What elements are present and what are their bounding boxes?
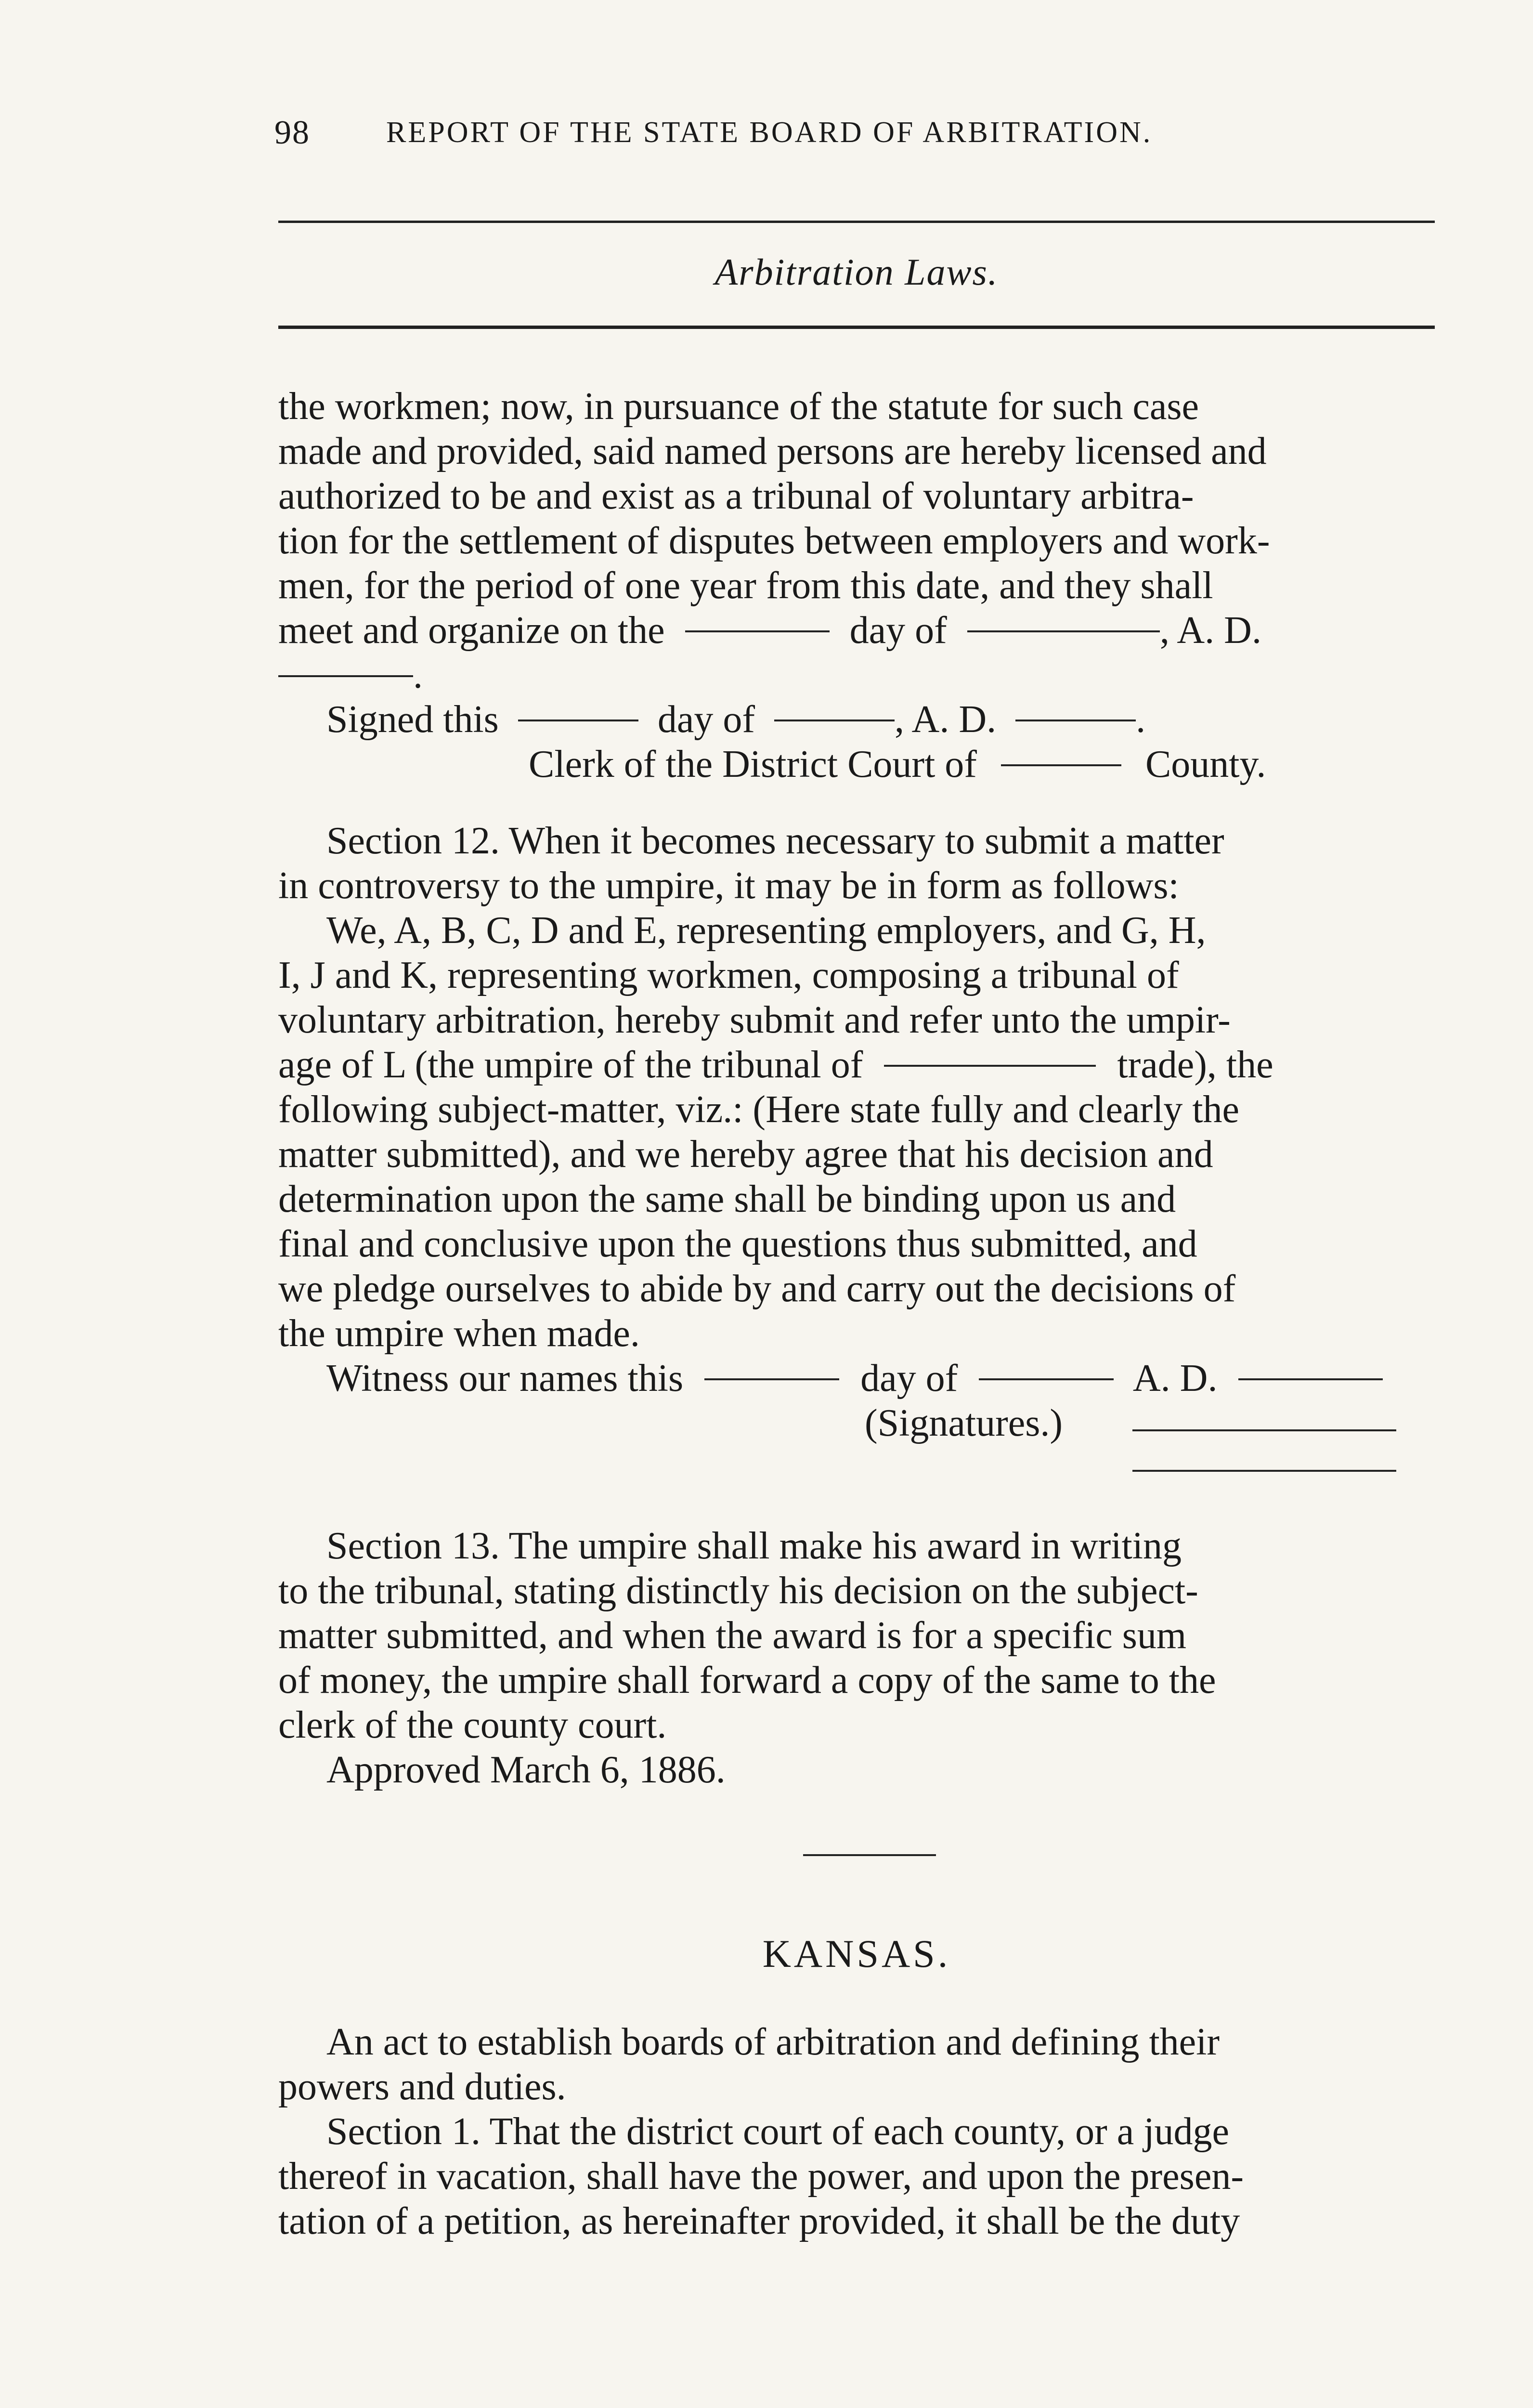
text-line: . xyxy=(278,653,1434,698)
license-paragraph xyxy=(278,384,1434,698)
page-number: 98 xyxy=(274,114,310,151)
text-line: tation of a petition, as hereinafter provided, it shall be the duty xyxy=(278,2200,1240,2242)
blank-line xyxy=(1015,720,1136,721)
kansas-act xyxy=(278,2020,1434,2244)
text-line: I, J and K, representing workmen, composing a tribunal of xyxy=(278,954,1179,996)
blank-line xyxy=(1238,1378,1383,1380)
signatures-line xyxy=(278,1401,1434,1446)
section-title: Arbitration Laws. xyxy=(715,251,999,293)
text-fragment: County. xyxy=(1145,743,1266,785)
text-fragment: meet and organize on the xyxy=(278,609,665,652)
signature-lines xyxy=(278,697,1434,787)
text-line: An act to establish boards of arbitration and defining their xyxy=(326,2021,1220,2063)
text-fragment: day of xyxy=(657,698,755,741)
text-line: matter submitted), and we hereby agree that his decision and xyxy=(278,1133,1213,1176)
section-13 xyxy=(278,1524,1434,1793)
text-fragment: . xyxy=(1136,698,1146,741)
text-line: the umpire when made. xyxy=(278,1312,640,1355)
header-rule-bottom xyxy=(278,326,1435,329)
text-fragment: day of xyxy=(860,1357,958,1400)
section-12 xyxy=(278,819,1434,1446)
signature-rule-2 xyxy=(1132,1470,1396,1472)
text-fragment: day of xyxy=(849,609,947,652)
approved-line: Approved March 6, 1886. xyxy=(326,1749,726,1791)
header-rule-top xyxy=(278,221,1435,223)
clerk-line xyxy=(278,742,1434,787)
text-line: tion for the settlement of disputes between employers and work- xyxy=(278,520,1270,562)
signed-line xyxy=(278,697,1434,742)
text-fragment: trade), the xyxy=(1117,1044,1273,1086)
signature-rule-1 xyxy=(1132,1429,1396,1431)
text-fragment: (Signatures.) xyxy=(865,1402,1063,1444)
text-line: made and provided, said named persons are hereby licensed and xyxy=(278,430,1267,472)
blank-line xyxy=(704,1378,839,1380)
text-line xyxy=(278,608,1434,653)
text-fragment: , A. D. xyxy=(1159,609,1261,652)
blank-line xyxy=(1001,764,1121,766)
text-line: voluntary arbitration, hereby submit and refer unto the umpir- xyxy=(278,999,1231,1041)
blank-line xyxy=(774,720,895,721)
running-head: REPORT OF THE STATE BOARD OF ARBITRATION. xyxy=(386,116,1153,149)
blank-line xyxy=(967,630,1160,632)
text-line: powers and duties. xyxy=(278,2066,566,2108)
text-line: the workmen; now, in pursuance of the statute for such case xyxy=(278,385,1199,428)
text-line: Section 1. That the district court of each county, or a judge xyxy=(326,2110,1229,2153)
blank-line xyxy=(518,720,638,721)
text-line: of money, the umpire shall forward a copy of the same to the xyxy=(278,1659,1216,1701)
text-fragment: , A. D. xyxy=(894,698,997,741)
text-line: Section 12. When it becomes necessary to submit a matter xyxy=(326,820,1224,862)
text-line: We, A, B, C, D and E, representing employers, and G, H, xyxy=(326,909,1206,952)
text-line: determination upon the same shall be binding upon us and xyxy=(278,1178,1176,1220)
text-line: final and conclusive upon the questions thus submitted, and xyxy=(278,1223,1197,1265)
text-line: in controversy to the umpire, it may be in form as follows: xyxy=(278,864,1179,907)
text-line: men, for the period of one year from this date, and they shall xyxy=(278,564,1213,607)
text-line: to the tribunal, stating distinctly his decision on the subject- xyxy=(278,1570,1198,1612)
text-line: clerk of the county court. xyxy=(278,1704,667,1746)
text-line: we pledge ourselves to abide by and carry out the decisions of xyxy=(278,1268,1236,1310)
text-line: Section 13. The umpire shall make his award in writing xyxy=(326,1525,1182,1567)
blank-line xyxy=(278,675,413,677)
text-line: matter submitted, and when the award is for a specific sum xyxy=(278,1614,1187,1657)
text-line: following subject-matter, viz.: (Here state fully and clearly the xyxy=(278,1088,1240,1131)
text-fragment: Signed this xyxy=(326,698,499,741)
text-fragment: A. D. xyxy=(1132,1357,1218,1400)
text-line: thereof in vacation, shall have the power, and upon the presen- xyxy=(278,2155,1244,2198)
witness-line xyxy=(278,1356,1434,1401)
blank-line xyxy=(979,1378,1114,1380)
text-line: authorized to be and exist as a tribunal of voluntary arbitra- xyxy=(278,475,1194,517)
section-divider xyxy=(803,1854,936,1856)
text-fragment: Clerk of the District Court of xyxy=(529,743,977,785)
blank-line xyxy=(884,1065,1096,1067)
text-fragment: Witness our names this xyxy=(326,1357,684,1400)
state-heading: KANSAS. xyxy=(762,1932,951,1976)
text-line xyxy=(278,1043,1434,1087)
text-fragment: age of L (the umpire of the tribunal of xyxy=(278,1044,863,1086)
blank-line xyxy=(685,630,830,632)
